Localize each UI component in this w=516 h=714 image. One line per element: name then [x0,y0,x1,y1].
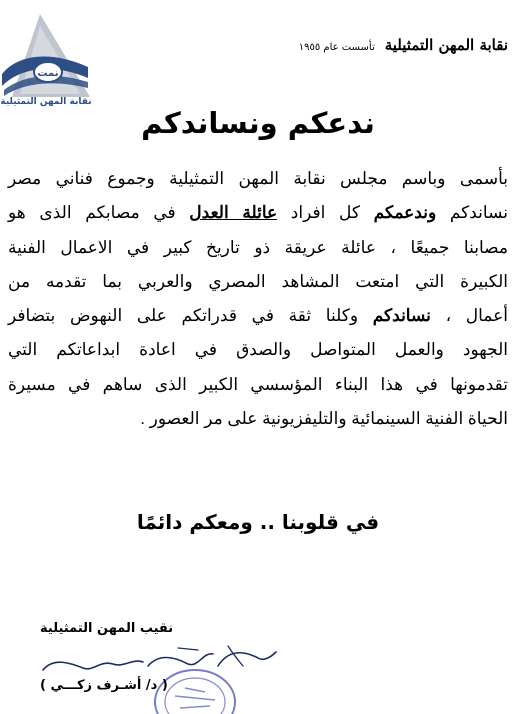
paragraph-line [8,196,508,230]
bold-phrase: وندعمكم [373,203,437,223]
text-segment: نساندكم [436,203,508,223]
text-segment: مصابنا جميعًا ، عائلة عريقة ذو تاريخ كبير في الاعمال الفنية [8,237,508,257]
letterhead [299,36,508,54]
text-segment: أعمال ، [430,306,508,326]
page-title: ندعكم ونساندكم [141,106,375,140]
established-date: تأسست عام ١٩٥٥ [298,42,375,53]
letter-body [8,162,508,436]
paragraph-line [8,402,508,436]
logo-letters: نمت [37,68,59,79]
text-segment: تقدمونها في هذا البناء المؤسسي الكبير الذى ساهم في مسيرة [8,374,508,394]
text-segment: بأسمى وباسم مجلس نقابة المهن التمثيلية وجموع فناني مصر [8,169,508,188]
logo-caption: نقابة المهن التمثيلية [0,97,92,107]
syndicate-logo [0,12,92,107]
family-name-emphasis: عائلة العدل [189,203,278,223]
paragraph-line [8,231,508,265]
slogan: في قلوبنا .. ومعكم دائمًا [136,510,380,534]
text-segment: وكلنا ثقة في قدراتكم على النهوض بتضافر [8,306,373,326]
text-segment: الجهود والعمل المتواصل والصدق في اعادة ابداعاتكم التي [8,340,508,360]
text-segment: الكبيرة التي امتعت المشاهد المصري والعربي بما تقدمه من [8,271,508,291]
paragraph-line [8,333,508,367]
paragraph-line [8,299,508,333]
org-name: نقابة المهن التمثيلية [384,36,508,54]
signature-title: نقيب المهن التمثيلية [40,621,174,636]
text-segment: الحياة الفنية السينمائية والتليفزيونية على مر العصور . [140,409,508,429]
text-segment: في مصابكم الذى هو [8,203,190,223]
paragraph-line [8,162,508,196]
bold-phrase: نساندكم [372,306,431,326]
paragraph-line [8,368,508,402]
signatory-name: ( د/ أشـرف زكـــي ) [40,678,168,693]
paragraph-line [8,265,508,299]
text-segment: كل افراد [277,203,374,223]
